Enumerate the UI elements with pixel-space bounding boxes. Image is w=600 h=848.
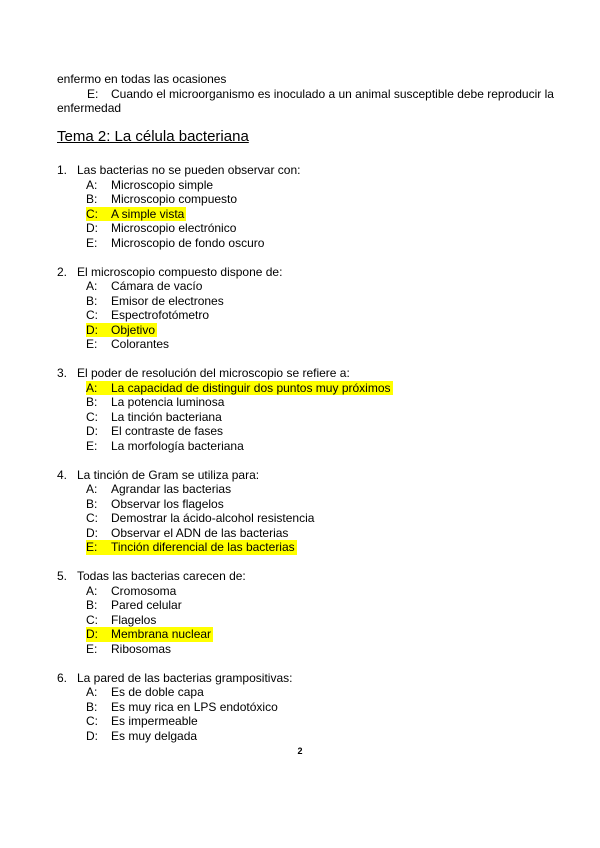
option-text: A simple vista xyxy=(111,206,185,221)
page-number: 2 xyxy=(297,746,303,756)
option-text: Microscopio simple xyxy=(111,177,214,192)
option-text: Flagelos xyxy=(111,612,157,627)
option-letter: A: xyxy=(86,177,98,192)
question-item xyxy=(57,265,577,352)
answer-option xyxy=(57,685,577,700)
option-text: Microscopio de fondo oscuro xyxy=(111,235,265,250)
option-box xyxy=(86,294,226,309)
question-number: 4. xyxy=(57,467,68,482)
option-text: Observar los flagelos xyxy=(111,496,224,511)
question-line xyxy=(57,366,577,381)
answer-option xyxy=(57,714,577,729)
option-text: Microscopio compuesto xyxy=(111,192,238,206)
option-text: Pared celular xyxy=(111,598,182,612)
answer-option xyxy=(57,511,577,526)
option-text: Es muy rica en LPS endotóxico xyxy=(111,699,278,714)
option-letter: D: xyxy=(86,525,98,540)
option-box xyxy=(86,381,393,396)
answer-option-highlighted xyxy=(57,381,577,396)
question-text: El microscopio compuesto dispone de: xyxy=(77,264,283,279)
answer-option xyxy=(57,395,577,410)
option-text: La tinción bacteriana xyxy=(111,409,222,424)
option-e-line xyxy=(57,87,567,102)
question-line xyxy=(57,468,577,483)
option-letter: C: xyxy=(86,308,98,322)
option-text: Ribosomas xyxy=(111,641,172,656)
option-box xyxy=(86,323,157,338)
question-item xyxy=(57,366,577,453)
option-text: Observar el ADN de las bacterias xyxy=(111,525,289,540)
option-box xyxy=(86,178,215,193)
option-letter: C: xyxy=(86,714,98,728)
option-box xyxy=(86,714,200,729)
question-text: Las bacterias no se pueden observar con: xyxy=(77,163,301,177)
option-box xyxy=(86,424,225,439)
option-letter: C: xyxy=(86,409,98,424)
option-letter: B: xyxy=(86,293,98,308)
answer-option xyxy=(57,424,577,439)
option-letter: A: xyxy=(86,685,98,699)
option-text: Microscopio electrónico xyxy=(111,221,237,235)
answer-option xyxy=(57,729,577,744)
option-text: Cámara de vacío xyxy=(111,279,203,293)
question-line xyxy=(57,671,577,686)
option-letter: D: xyxy=(86,728,98,743)
question-text: El poder de resolución del microscopio se refiere a: xyxy=(77,366,350,380)
answer-option xyxy=(57,526,577,541)
question-number: 3. xyxy=(57,366,68,380)
question-text: Todas las bacterias carecen de: xyxy=(77,569,246,583)
question-line xyxy=(57,265,577,280)
option-box xyxy=(86,279,204,294)
answer-option xyxy=(57,642,577,657)
option-text: Tinción diferencial de las bacterias xyxy=(111,540,295,554)
option-letter: B: xyxy=(86,699,98,714)
option-box xyxy=(86,308,211,323)
option-letter: D: xyxy=(86,424,98,438)
option-letter: C: xyxy=(86,206,98,221)
option-box xyxy=(86,482,233,497)
question-text: La tinción de Gram se utiliza para: xyxy=(77,467,260,482)
option-box xyxy=(86,700,280,715)
option-letter: C: xyxy=(86,612,98,627)
question-line xyxy=(57,569,577,584)
answer-option xyxy=(57,584,577,599)
option-box xyxy=(86,221,238,236)
option-box xyxy=(86,598,184,613)
question-item xyxy=(57,163,577,250)
question-item xyxy=(57,671,577,744)
option-box xyxy=(86,337,171,352)
option-letter: D: xyxy=(86,221,98,235)
question-number: 6. xyxy=(57,670,68,685)
option-box xyxy=(86,729,199,744)
option-text: Objetivo xyxy=(111,322,156,337)
option-letter: A: xyxy=(86,482,98,496)
option-letter: A: xyxy=(86,583,98,598)
continuation-line: enfermo en todas las ocasiones xyxy=(57,72,227,86)
option-text: Espectrofotómetro xyxy=(111,308,210,322)
option-letter: B: xyxy=(86,496,98,511)
option-letter: B: xyxy=(86,395,98,409)
question-line xyxy=(57,163,577,178)
question-text: La pared de las bacterias grampositivas: xyxy=(77,670,293,685)
option-text: Emisor de electrones xyxy=(111,293,224,308)
section-heading: Tema 2: La célula bacteriana xyxy=(57,128,249,145)
option-box xyxy=(86,192,239,207)
option-text: La morfología bacteriana xyxy=(111,438,244,453)
option-box xyxy=(86,642,173,657)
option-text: Agrandar las bacterias xyxy=(111,482,232,496)
answer-option xyxy=(57,192,577,207)
option-box xyxy=(86,685,206,700)
answer-option xyxy=(57,439,577,454)
continuation-line: enfermedad xyxy=(57,101,122,115)
option-letter: A: xyxy=(86,279,98,293)
option-letter: C: xyxy=(86,511,98,525)
option-box xyxy=(86,627,213,642)
answer-option-highlighted xyxy=(57,540,577,555)
answer-option xyxy=(57,236,577,251)
answer-option xyxy=(57,337,577,352)
option-box xyxy=(86,526,290,541)
previous-question-continuation xyxy=(57,72,567,116)
answer-option xyxy=(57,279,577,294)
option-text: La capacidad de distinguir dos puntos muy próximos xyxy=(111,380,391,395)
option-letter: B: xyxy=(86,598,98,612)
answer-option xyxy=(57,497,577,512)
option-text: Membrana nuclear xyxy=(111,627,212,641)
question-item xyxy=(57,468,577,555)
question-list xyxy=(57,163,577,758)
option-letter: E: xyxy=(86,337,98,351)
option-text: Es impermeable xyxy=(111,714,198,728)
option-box xyxy=(86,410,224,425)
option-text: Es de doble capa xyxy=(111,685,204,699)
option-letter: E: xyxy=(86,540,98,554)
option-text: Es muy delgada xyxy=(111,728,198,743)
answer-option xyxy=(57,308,577,323)
option-letter: E: xyxy=(86,438,98,453)
option-letter: E: xyxy=(86,641,98,656)
option-letter: D: xyxy=(86,322,98,337)
option-box xyxy=(86,236,266,251)
question-number: 1. xyxy=(57,163,68,177)
answer-option xyxy=(57,410,577,425)
option-text: Cuando el microorganismo es inoculado a un animal susceptible debe reproducir la xyxy=(111,86,554,101)
option-box xyxy=(86,540,297,555)
option-box xyxy=(86,207,186,222)
option-text: Colorantes xyxy=(111,337,170,351)
answer-option xyxy=(57,221,577,236)
option-letter: D: xyxy=(86,627,98,641)
answer-option xyxy=(57,613,577,628)
answer-option xyxy=(57,294,577,309)
answer-option xyxy=(57,598,577,613)
option-letter: B: xyxy=(86,192,98,206)
option-text: La potencia luminosa xyxy=(111,395,225,409)
option-box xyxy=(86,584,178,599)
question-number: 2. xyxy=(57,264,68,279)
option-box xyxy=(86,497,226,512)
option-text: El contraste de fases xyxy=(111,424,224,438)
option-letter: E: xyxy=(86,235,98,250)
question-number: 5. xyxy=(57,569,68,583)
answer-option-highlighted xyxy=(57,627,577,642)
answer-option-highlighted xyxy=(57,207,577,222)
option-text: Cromosoma xyxy=(111,583,177,598)
option-text: Demostrar la ácido-alcohol resistencia xyxy=(111,511,315,525)
option-box xyxy=(86,613,158,628)
answer-option-highlighted xyxy=(57,323,577,338)
answer-option xyxy=(57,700,577,715)
question-item xyxy=(57,569,577,656)
option-box xyxy=(86,511,316,526)
option-letter: E: xyxy=(87,86,99,101)
option-box xyxy=(86,395,226,410)
option-letter: A: xyxy=(86,380,98,395)
answer-option xyxy=(57,482,577,497)
option-box xyxy=(86,439,246,454)
answer-option xyxy=(57,178,577,193)
